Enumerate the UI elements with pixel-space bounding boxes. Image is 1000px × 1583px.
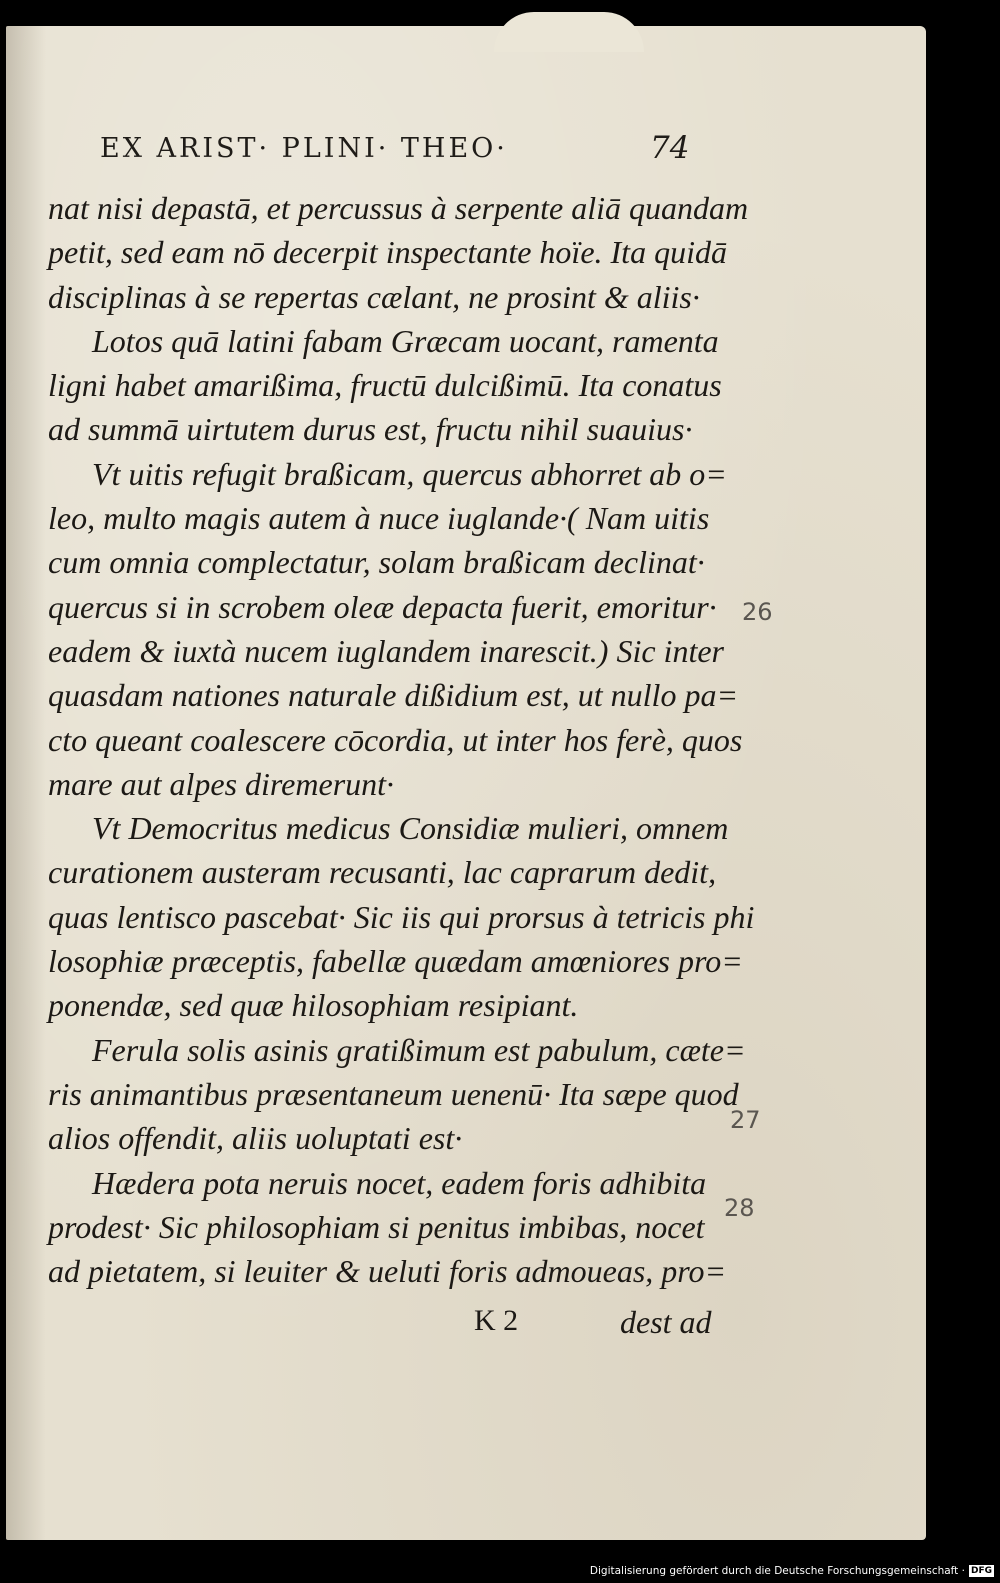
- text-line: leo, multo magis autem à nuce iuglande·( Nam uitis: [48, 500, 710, 537]
- text-line: Vt uitis refugit braßicam, quercus abhorret ab o=: [92, 455, 727, 492]
- book-page: [6, 26, 926, 1540]
- credit-text: Digitalisierung gefördert durch die Deutsche Forschungsgemeinschaft ·: [589, 1565, 965, 1577]
- text-line: eadem & iuxtà nucem iuglandem inarescit.) Sic inter: [48, 632, 724, 669]
- text-line: prodest· Sic philosophiam si penitus imbibas, nocet: [48, 1208, 705, 1245]
- text-line: ris animantibus præsentaneum uenenū· Ita sæpe quod: [48, 1075, 739, 1112]
- text-line: Vt Democritus medicus Considiæ mulieri, omnem: [92, 810, 729, 847]
- binding-shadow: [6, 26, 46, 1540]
- text-line: nat nisi depastā, et percussus à serpente aliā quandam: [48, 190, 749, 226]
- text-line: quercus si in scrobem oleæ depacta fuerit, emoritur·: [48, 588, 717, 625]
- text-line: Lotos quā latini fabam Græcam uocant, ramenta: [92, 322, 719, 359]
- page-tab: [494, 12, 644, 52]
- text-line: quasdam nationes naturale dißidium est, ut nullo pa=: [48, 677, 739, 714]
- text-line: ad summā uirtutem durus est, fructu nihil suauius·: [48, 411, 693, 448]
- text-line: Hædera pota neruis nocet, eadem foris adhibita: [92, 1164, 707, 1201]
- page-number: 74: [650, 130, 690, 166]
- signature-mark: K 2: [474, 1304, 519, 1337]
- text-line: cto queant coalescere cōcordia, ut inter hos ferè, quos: [48, 721, 743, 758]
- running-head: EX ARIST· PLINI· THEO·: [100, 133, 508, 164]
- text-line: alios offendit, aliis uoluptati est·: [48, 1120, 463, 1157]
- text-line: losophiæ præceptis, fabellæ quædam amœniores pro=: [48, 943, 743, 980]
- text-line: cum omnia complectatur, solam braßicam declinat·: [48, 544, 705, 581]
- margin-note: 27: [730, 1106, 761, 1134]
- text-line: ponendæ, sed quæ hilosophiam resipiant.: [48, 987, 579, 1024]
- text-line: ligni habet amarißima, fructū dulcißimū. Ita conatus: [48, 367, 722, 404]
- digitization-credit: [590, 1563, 994, 1579]
- text-line: disciplinas à se repertas cælant, ne prosint & aliis·: [48, 278, 700, 315]
- margin-note: 28: [724, 1194, 755, 1222]
- catchword: dest ad: [620, 1304, 712, 1340]
- margin-note: 26: [742, 598, 773, 626]
- dfg-logo: DFG: [970, 1566, 992, 1576]
- text-line: Ferula solis asinis gratißimum est pabulum, cæte=: [92, 1031, 746, 1068]
- text-line: quas lentisco pascebat· Sic iis qui prorsus à tetricis phi: [48, 898, 755, 935]
- text-line: ad pietatem, si leuiter & ueluti foris admoueas, pro=: [48, 1253, 727, 1290]
- text-line: petit, sed eam nō decerpit inspectante hoïe. Ita quidā: [48, 234, 727, 271]
- text-line: mare aut alpes diremerunt·: [48, 765, 395, 802]
- text-line: curationem austeram recusanti, lac caprarum dedit,: [48, 854, 717, 891]
